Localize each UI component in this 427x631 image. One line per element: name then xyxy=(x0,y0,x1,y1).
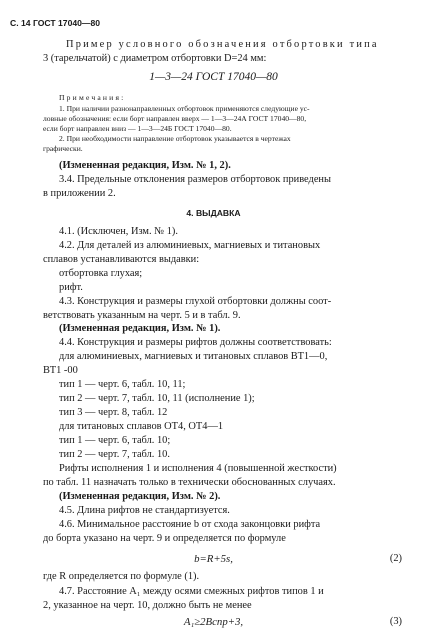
paragraph-4-3-continued: ветствовать указанным на черт. 5 и в табл. 9. xyxy=(43,310,241,321)
paragraph-4-6: 4.6. Минимальное расстояние b от схода законцовки рифта xyxy=(59,519,321,530)
paragraph-3-4-continued: в приложении 2. xyxy=(43,188,116,199)
paragraph-4-7: 4.7. Расстояние A₁ между осями смежных рифтов типов 1 и xyxy=(59,586,324,597)
paragraph-4-4: 4.4. Конструкция и размеры рифтов должны соответствовать: xyxy=(59,337,332,348)
list-item: тип 2 — черт. 7, табл. 10. xyxy=(59,449,170,460)
paragraph-4-7-continued: 2, указанное на черт. 10, должно быть не менее xyxy=(43,600,252,611)
paragraph-4-4-continued: для алюминиевых, магниевых и титановых сплавов ВТ1—0, xyxy=(59,351,328,362)
designation-example: 1—3—24 ГОСТ 17040—80 xyxy=(149,71,278,83)
note-2-continued: графически. xyxy=(43,144,83,153)
amendment-note: (Измененная редакция, Изм. № 1, 2). xyxy=(59,160,231,171)
equation-number: (3) xyxy=(389,616,402,627)
note-1-continued: если борт направлен вниз — 1—3—24Б ГОСТ 17040—80. xyxy=(43,124,232,133)
section-heading: 4. ВЫДАВКА xyxy=(186,208,241,218)
paragraph-4-2: 4.2. Для деталей из алюминиевых, магниевых и титановых xyxy=(59,240,321,251)
notes-heading: Примечания: xyxy=(59,93,126,102)
list-item: отбортовка глухая; xyxy=(59,268,143,279)
formula-3: A₁≥2Bспр+3, xyxy=(183,616,244,628)
amendment-note: (Измененная редакция, Изм. № 2). xyxy=(59,491,221,502)
equation-number: (2) xyxy=(389,553,402,564)
example-line: 3 (тарельчатой) с диаметром отбортовки D=24 мм: xyxy=(43,53,267,64)
paragraph-4-2-continued: сплавов устанавливаются выдавки: xyxy=(43,254,200,265)
list-item: тип 1 — черт. 6, табл. 10, 11; xyxy=(59,379,186,390)
list-item: тип 1 — черт. 6, табл. 10; xyxy=(59,435,171,446)
example-intro: Пример условного обозначения отбортовки типа xyxy=(66,39,379,50)
note-1: 1. При наличии разнонаправленных отбортовок применяются следующие ус- xyxy=(59,104,310,113)
paragraph-4-6-continued: до борта указано на черт. 9 и определяется по формуле xyxy=(43,533,286,544)
formula-explanation: где R определяется по формуле (1). xyxy=(43,571,200,582)
page-header xyxy=(10,17,100,29)
note-1-continued: ловные обозначения: если борт направлен вверх — 1—3—24А ГОСТ 17040—80, xyxy=(43,114,307,123)
list-item: тип 3 — черт. 8, табл. 12 xyxy=(59,407,168,418)
formula-2: b=R+5s, xyxy=(194,553,233,565)
paragraph-rift-versions-continued: по табл. 11 назначать только в технически обоснованных случаях. xyxy=(43,477,336,488)
paragraph-3-4: 3.4. Предельные отклонения размеров отбортовок приведены xyxy=(59,174,331,185)
note-2: 2. При необходимости направление отбортовок указывается в чертежах xyxy=(59,134,291,143)
page-number: С. 14 xyxy=(10,18,31,28)
list-item: тип 2 — черт. 7, табл. 10, 11 (исполнение 1); xyxy=(59,393,255,404)
paragraph-4-3: 4.3. Конструкция и размеры глухой отбортовки должны соот- xyxy=(59,296,332,307)
paragraph-4-5: 4.5. Длина рифтов не стандартизуется. xyxy=(59,505,230,516)
paragraph-4-1: 4.1. (Исключен, Изм. № 1). xyxy=(59,226,178,237)
amendment-note: (Измененная редакция, Изм. № 1). xyxy=(59,323,221,334)
paragraph-4-4-continued: ВТ1 -00 xyxy=(43,365,78,376)
list-item: рифт. xyxy=(59,282,83,293)
standard-code: ГОСТ 17040—80 xyxy=(32,18,101,28)
list-item: для титановых сплавов ОТ4, ОТ4—1 xyxy=(59,421,224,432)
paragraph-rift-versions: Рифты исполнения 1 и исполнения 4 (повышенной жесткости) xyxy=(59,463,337,474)
